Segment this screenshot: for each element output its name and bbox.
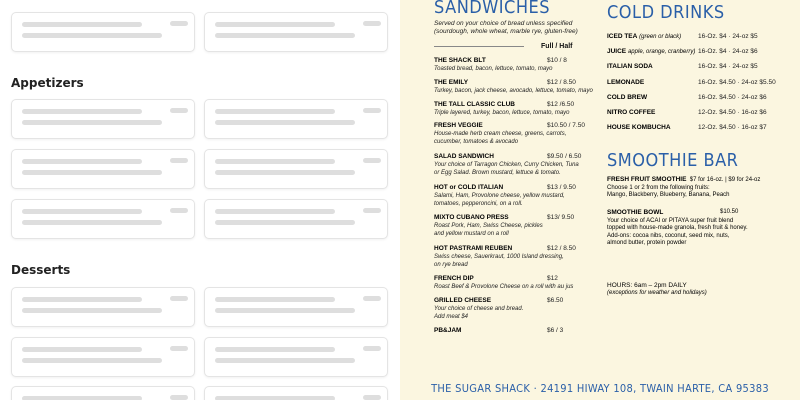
item-name: MIXTO CUBANO PRESS (434, 214, 509, 221)
sandwich-item (434, 153, 609, 177)
menu-item-card[interactable] (204, 199, 388, 239)
item-desc: cucumber, tomatoes & avocado (434, 139, 519, 145)
item-price: $10 / 8 (547, 57, 567, 64)
drink-price: 16-Oz. $4 · 24-oz $5 (698, 33, 758, 40)
item-desc: Your choice of cheese and bread. (434, 306, 524, 312)
item-name: GRILLED CHEESE (434, 297, 492, 304)
sandwiches-subtitle: Served on your choice of bread unless specified (sourdough, whole wheat, marble rye, gluten-free) (434, 20, 578, 35)
item-desc: on rye bread (434, 262, 468, 268)
item-price: $10.50 (720, 209, 739, 215)
item-price: $9.50 / 6.50 (547, 153, 582, 160)
drink-name: ICED TEA (607, 33, 638, 40)
item-price: $7 for 16-oz. | $9 for 24-oz (689, 177, 761, 183)
sandwich-item (434, 79, 609, 95)
item-desc: Add meat $4 (434, 314, 469, 320)
item-price: $12 / 8.50 (547, 245, 576, 252)
sandwich-item (434, 184, 609, 208)
item-price: $6.50 (547, 297, 564, 304)
item-desc: Your choice of ACAI or PITAYA super fruit blend (607, 217, 734, 224)
sandwich-item (434, 101, 609, 117)
item-desc: Swiss cheese, Sauerkraut, 1000 Island dressing, (434, 254, 564, 260)
menu-footer: THE SUGAR SHACK · 24191 HIWAY 108, TWAIN HARTE, CA 95383 (431, 382, 769, 395)
drink-price: 16-Oz. $4.50 · 24-oz $5.50 (698, 78, 776, 86)
item-price: $13 / 9.50 (547, 184, 576, 191)
drink-note: (green or black) (639, 34, 682, 40)
cold-drinks-heading: COLD DRINKS (607, 2, 725, 23)
item-price: $10.50 / 7.50 (547, 122, 585, 129)
menu-item-card[interactable] (204, 149, 388, 189)
menu-item-card[interactable] (11, 337, 195, 377)
item-desc: Your choice of Tarragon Chicken, Curry Chicken, Tuna (434, 162, 579, 168)
item-desc: Toasted bread, bacon, lettuce, tomato, mayo (434, 66, 553, 72)
item-desc: and yellow mustard on a roll (434, 231, 509, 237)
sandwiches-heading: SANDWICHES (434, 0, 551, 18)
drink-price: 16-Oz. $4 · 24-oz $5 (698, 63, 758, 71)
sandwich-item (434, 245, 609, 269)
drink-price: 12-Oz. $4.50 · 16-oz $6 (698, 109, 767, 116)
item-name: THE SHACK BLT (434, 57, 486, 64)
item-desc: Choose 1 or 2 from the following fruits: (607, 184, 710, 191)
item-name: THE TALL CLASSIC CLUB (434, 101, 516, 108)
item-price: $12 (547, 275, 558, 282)
item-desc: Roast Pork, Ham, Swiss Cheese, pickles (434, 223, 543, 229)
drink-name: COLD BREW (607, 93, 648, 101)
sandwich-item (434, 57, 609, 73)
menu-item-card[interactable] (11, 386, 195, 400)
item-desc: Roast Beef & Provolone Cheese on a roll with au jus (434, 284, 574, 290)
item-desc: Mango, Blackberry, Blueberry, Banana, Peach (607, 192, 730, 198)
item-price: $12 /6.50 (547, 101, 575, 108)
item-desc: or Egg Salad. Brown mustard, lettuce & tomato. (434, 170, 561, 176)
divider (434, 46, 524, 47)
sandwich-item (434, 275, 609, 291)
sandwich-item (434, 327, 609, 335)
menu-item-card[interactable] (204, 287, 388, 327)
item-desc: Turkey, bacon, jack cheese, avocado, lettuce, tomato, mayo (434, 88, 593, 94)
drink-item (607, 109, 655, 117)
item-name: HOT PASTRAMI REUBEN (434, 245, 513, 252)
item-name: PB&JAM (434, 327, 462, 334)
menu-item-card[interactable] (204, 12, 388, 52)
item-desc: tomatoes, pepperoncini, on a roll. (434, 201, 523, 207)
drink-price: 16-Oz. $4.50 · 24-oz $6 (698, 93, 767, 101)
section-title-appetizers: Appetizers (11, 76, 84, 90)
drink-name: HOUSE KOMBUCHA (607, 124, 671, 132)
drink-price: 16-Oz. $4 · 24-oz $6 (698, 48, 758, 56)
menu-item-card[interactable] (204, 386, 388, 400)
drink-item (607, 33, 681, 41)
item-name: SMOOTHIE BOWL (607, 209, 664, 216)
item-desc: almond butter, protein powder (607, 240, 687, 246)
item-price: $6 / 3 (547, 327, 564, 334)
drink-item (607, 63, 653, 71)
menu-item-card[interactable] (11, 12, 195, 52)
item-price: $12 / 8.50 (547, 79, 576, 86)
smoothie-bar-heading: SMOOTHIE BAR (607, 150, 739, 171)
drink-item (607, 48, 695, 56)
item-name: FRESH VEGGIE (434, 122, 483, 129)
menu-item-card[interactable] (11, 287, 195, 327)
drink-price: 12-Oz. $4.50 · 16-oz $7 (698, 124, 767, 132)
fresh-fruit-smoothie (607, 176, 787, 200)
drink-name: JUICE (607, 48, 627, 56)
item-name: SALAD SANDWICH (434, 153, 494, 160)
menu-item-card[interactable] (11, 199, 195, 239)
item-desc: topped with house-made granola, fresh fruit & honey. (607, 225, 748, 231)
item-name: THE EMILY (434, 79, 469, 86)
sandwich-item (434, 297, 609, 321)
menu-item-card[interactable] (11, 99, 195, 139)
item-name: HOT or COLD ITALIAN (434, 184, 504, 191)
drink-name: LEMONADE (607, 78, 645, 86)
item-desc: Salami, Ham, Provolone cheese, yellow mustard, (434, 193, 565, 199)
menu-item-card[interactable] (11, 149, 195, 189)
drink-name: NITRO COFFEE (607, 109, 656, 116)
item-name: FRESH FRUIT SMOOTHIE (607, 176, 687, 183)
menu-item-card[interactable] (204, 337, 388, 377)
drink-item (607, 124, 671, 132)
item-price: $13/ 9.50 (547, 214, 575, 221)
drink-note: apple, orange, cranberry) (627, 49, 696, 56)
drink-item (607, 94, 647, 102)
item-desc: Triple layered, turkey, bacon, lettuce, tomato, mayo (434, 110, 570, 116)
full-half-header: Full / Half (541, 43, 573, 50)
item-desc: House-made herb cream cheese, greens, carrots, (434, 131, 567, 137)
hours (607, 282, 787, 297)
item-desc: Add-ons: cocoa nibs, coconut, seed mix, nuts, (607, 232, 730, 239)
hours-note: (exceptions for weather and holidays) (607, 289, 707, 296)
item-name: FRENCH DIP (434, 275, 474, 282)
sandwich-item (434, 214, 609, 238)
drink-name: ITALIAN SODA (607, 63, 653, 71)
smoothie-bowl (607, 209, 787, 248)
drink-item (607, 79, 644, 87)
section-title-desserts: Desserts (11, 263, 71, 277)
menu-item-card[interactable] (204, 99, 388, 139)
hours-text: HOURS: 6am – 2pm DAILY (607, 282, 687, 289)
